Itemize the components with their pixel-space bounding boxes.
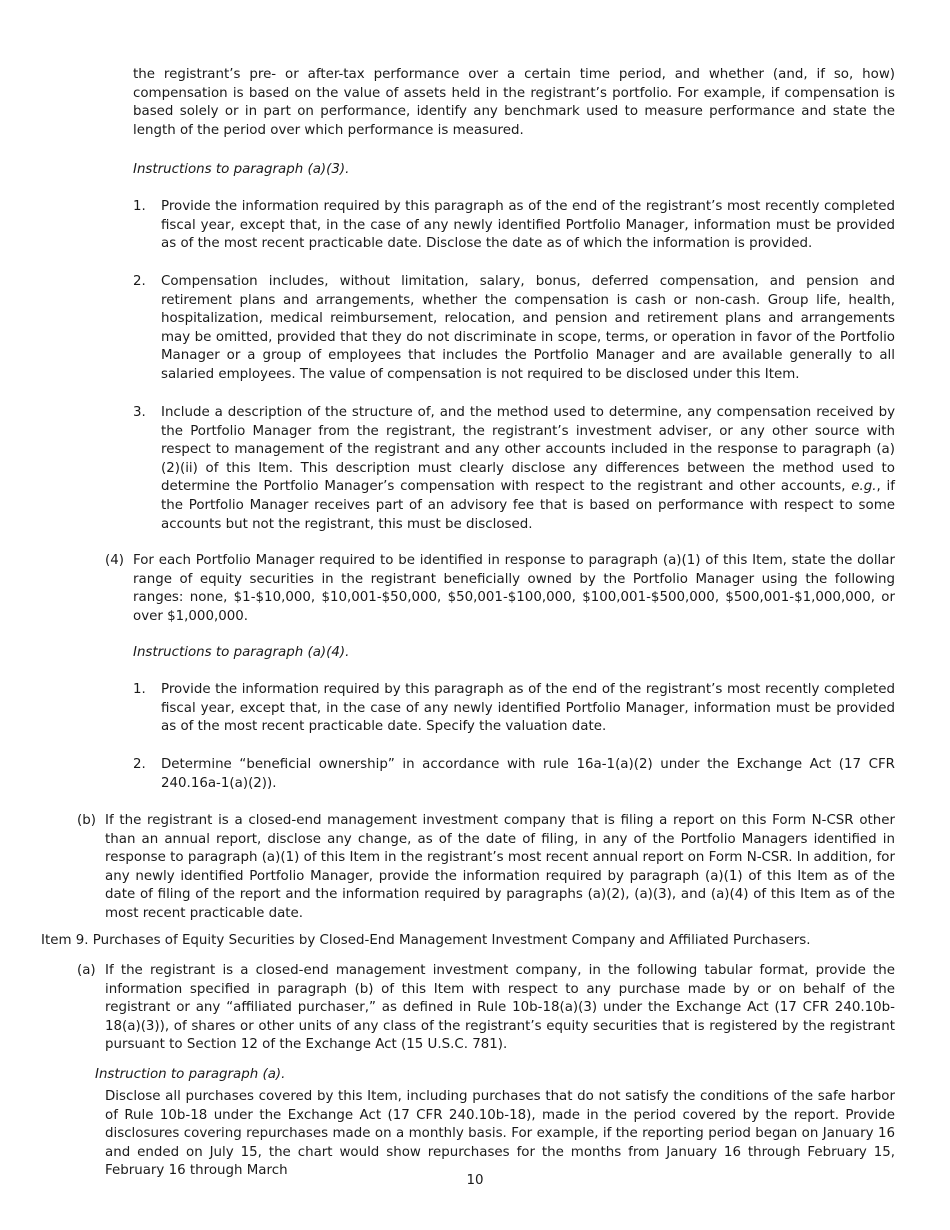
instructions-a4-title: Instructions to paragraph (a)(4). [133,645,350,660]
instr-a4-item-2-text: Determine “beneficial ownership” in accordance with rule 16a-1(a)(2) under the Exchange Act (17 CFR 240.16a-1(a)(2)). [161,757,895,791]
instr-a3-item-1-text: Provide the information required by this paragraph as of the end of the registrant’s most recently completed fiscal year, except that, in the case of any newly identified Portfolio Manager, information must be provided as of the most recent practicable date. Disclose the date as of which the information is provided. [161,199,895,252]
instr-a4-item-1-number: 1. [133,682,146,697]
page-number: 10 [466,1173,484,1188]
para-b-text: If the registrant is a closed-end management investment company that is filing a report on this Form N-CSR other than an annual report, disclose any change, as of the date of filing, in any of the Portfolio Managers identified in response to paragraph (a)(1) of this Item in the registrant’s most recent annual report on Form N-CSR. In addition, for any newly identified Portfolio Manager, provide the information required by paragraph (a)(1) of this Item as of the date of filing of the report and the information required by paragraphs (a)(2), (a)(3), and (a)(4) of this Item as of the most recent practicable date. [105,813,895,921]
instr-a3-item-2-text: Compensation includes, without limitation, salary, bonus, deferred compensation, and pension and retirement plans and arrangements, whether the compensation is cash or non-cash. Group life, health, hospitalization, medical reimbursement, relocation, and pension and retirement plans and arrangements may be omitted, provided that they do not discriminate in scope, terms, or operation in favor of the Portfolio Manager or a group of employees that includes the Portfolio Manager and are available generally to all salaried employees. The value of compensation is not required to be disclosed under this Item. [161,274,895,382]
item-9-heading: Item 9. Purchases of Equity Securities by Closed-End Management Investment Company and Affiliated Purchasers. [41,933,811,948]
instr-a3-item-3-text-post: , if the Portfolio Manager receives part of an advisory fee that is based on performance with respect to some accounts but not the registrant, this must be disclosed. [161,479,895,532]
para-b-mark: (b) [77,813,96,828]
instructions-a3-title: Instructions to paragraph (a)(3). [133,162,350,177]
instr-a4-item-2-number: 2. [133,757,146,772]
item9-para-a-mark: (a) [77,963,96,978]
item9-instruction-title: Instruction to paragraph (a). [95,1067,286,1082]
instr-a3-item-3-number: 3. [133,405,146,420]
instr-a3-item-3-text-em: e.g. [851,479,877,495]
instr-a3-item-1-number: 1. [133,199,146,214]
instr-a4-item-1-text: Provide the information required by this paragraph as of the end of the registrant’s most recently completed fiscal year, except that, in the case of any newly identified Portfolio Manager, information must be provided as of the most recent practicable date. Specify the valuation date. [161,682,895,735]
instr-a3-item-2-number: 2. [133,274,146,289]
instr-a3-item-3-text-pre: Include a description of the structure of, and the method used to determine, any compensation received by the Portfolio Manager from the registrant, the registrant’s investment adviser, or any other source with respect to management of the registrant and any other accounts included in the response to paragraph (a)(2)(ii) of this Item. This description must clearly disclose any differences between the method used to determine the Portfolio Manager’s compensation with respect to the registrant and other accounts, [161,405,895,495]
intro-paragraph: the registrant’s pre- or after-tax performance over a certain time period, and whether (and, if so, how) compensation is based on the value of assets held in the registrant’s portfolio. For example, if compensation is based solely or in part on performance, identify any benchmark used to measure performance and state the length of the period over which performance is measured. [133,67,895,138]
instr-a3-item-3-text [161,404,895,534]
para-a4-mark: (4) [105,553,124,568]
item9-instruction-text: Disclose all purchases covered by this Item, including purchases that do not satisfy the conditions of the safe harbor of Rule 10b-18 under the Exchange Act (17 CFR 240.10b-18), made in the period covered by the report. Provide disclosures covering repurchases made on a monthly basis. For example, if the reporting period began on January 16 and ended on July 15, the chart would show repurchases for the months from January 16 through February 15, February 16 through March [105,1089,895,1179]
item9-para-a-text: If the registrant is a closed-end management investment company, in the following tabular format, provide the information specified in paragraph (b) of this Item with respect to any purchase made by or on behalf of the registrant or any “affiliated purchaser,” as defined in Rule 10b-18(a)(3) under the Exchange Act (17 CFR 240.10b-18(a)(3)), of shares or other units of any class of the registrant’s equity securities that is registered by the registrant pursuant to Section 12 of the Exchange Act (15 U.S.C. 781). [105,963,895,1053]
para-a4-text: For each Portfolio Manager required to be identified in response to paragraph (a)(1) of this Item, state the dollar range of equity securities in the registrant beneficially owned by the Portfolio Manager using the following ranges: none, $1-$10,000, $10,001-$50,000, $50,001-$100,000, $100,001-$500,000, $500,001-$1,000,000, or over $1,000,000. [133,553,895,624]
